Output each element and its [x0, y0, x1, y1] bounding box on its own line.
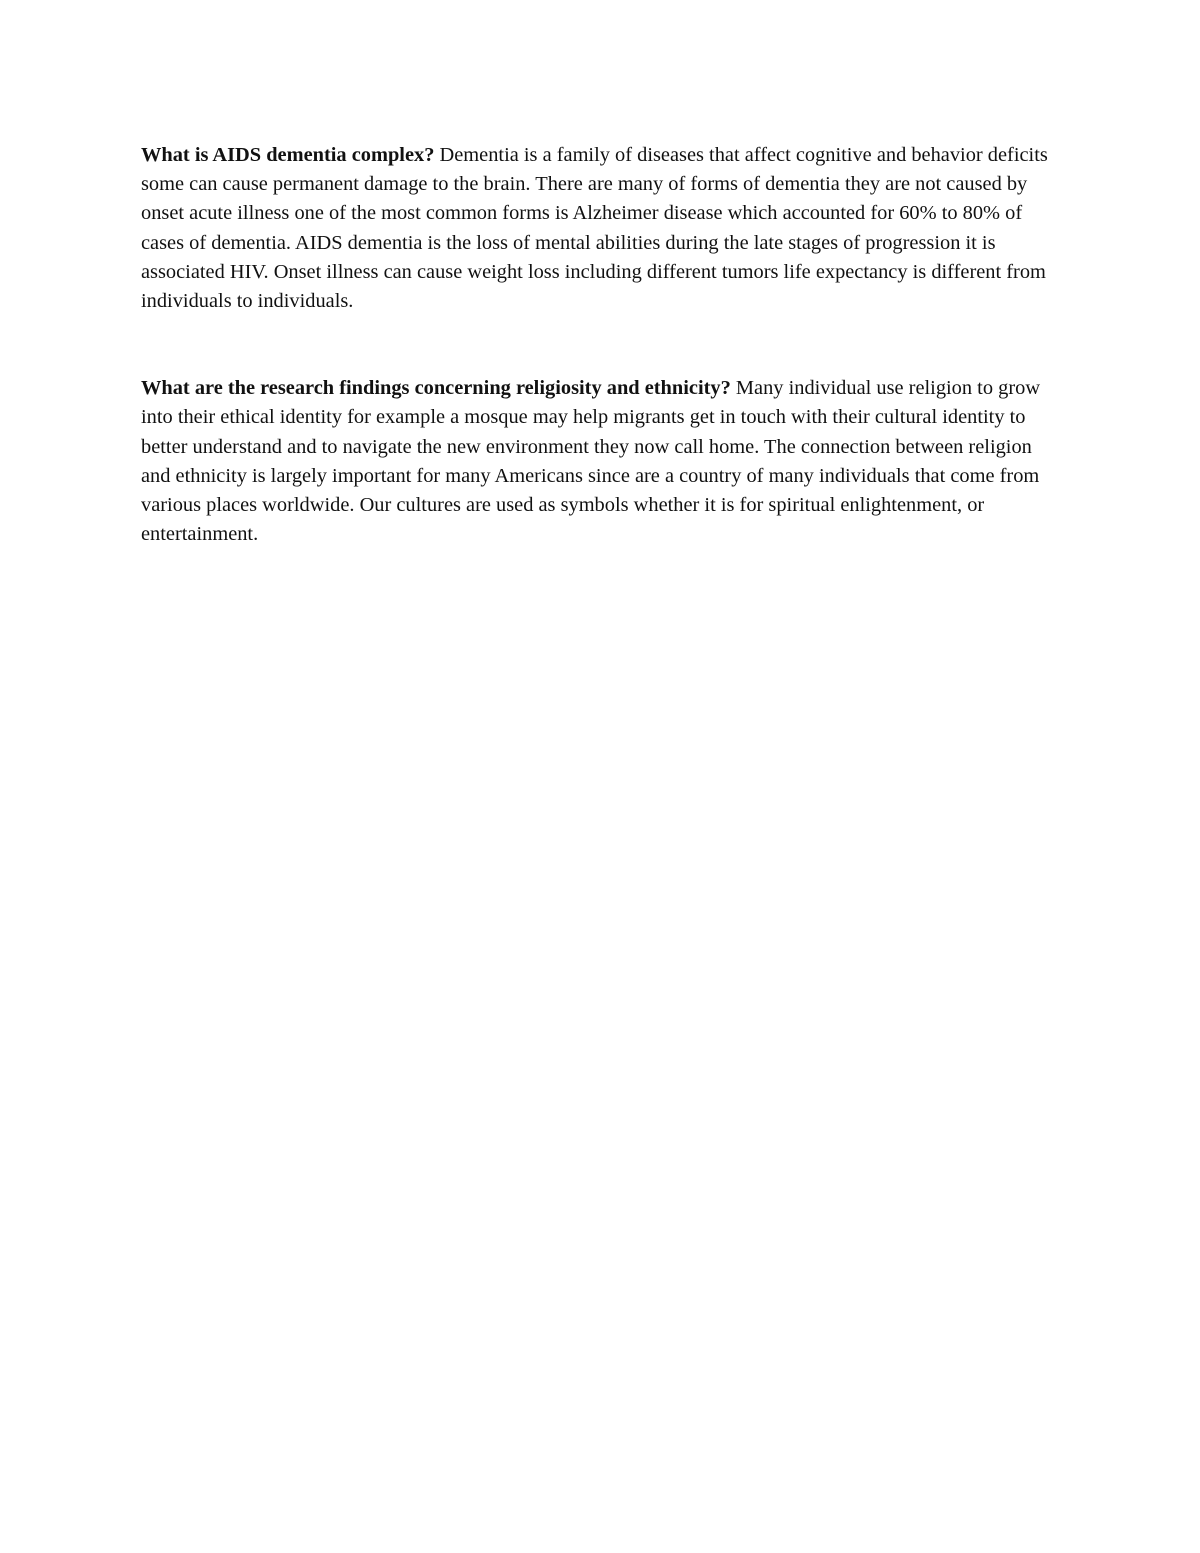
question-heading: What are the research findings concerning religiosity and ethnicity?	[141, 377, 731, 400]
answer-text: Dementia is a family of diseases that affect cognitive and behavior deficits some can cause permanent damage to the brain. There are many of forms of dementia they are not caused by onset acute illness one of the most common forms is Alzheimer disease which accounted for 60% to 80% of cases of dementia. AIDS dementia is the loss of mental abilities during the late stages of progression it is associated HIV. Onset illness can cause weight loss including different tumors life expectancy is different from individuals to individuals.	[141, 144, 1048, 313]
qa-paragraph-aids-dementia	[141, 141, 1059, 316]
qa-paragraph-religiosity-ethnicity	[141, 374, 1059, 549]
document-body	[141, 141, 1059, 549]
question-heading: What is AIDS dementia complex?	[141, 144, 435, 166]
answer-text: Many individual use religion to grow into their ethical identity for example a mosque may help migrants get in touch with their cultural identity to better understand and to navigate the new environment they now call home. The connection between religion and ethnicity is largely important for many Americans since are a country of many individuals that come from various places worldwide. Our cultures are used as symbols whether it is for spiritual enlightenment, or entertainment.	[141, 377, 1041, 546]
